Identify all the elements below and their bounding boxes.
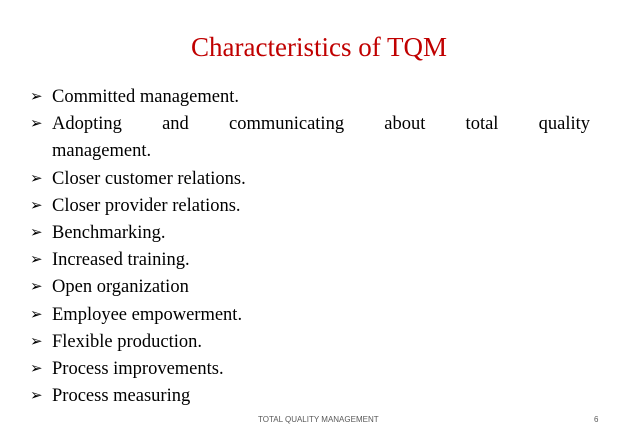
bullet-text: Benchmarking. [52,223,166,244]
bullet-text: Increased training. [52,250,190,271]
bullet-text: Process improvements. [52,359,224,380]
arrow-bullet-icon: ➢ [30,279,43,296]
bullet-item [30,302,590,329]
arrow-bullet-icon: ➢ [30,197,43,214]
bullet-text: Closer provider relations. [52,195,241,216]
bullet-item [30,111,590,165]
bullet-item [30,356,590,383]
arrow-bullet-icon: ➢ [30,333,43,350]
arrow-bullet-icon: ➢ [30,170,43,187]
bullet-item [30,84,590,111]
bullet-item [30,383,590,410]
bullet-item [30,274,590,301]
bullet-item [30,220,590,247]
bullet-item [30,247,590,274]
arrow-bullet-icon: ➢ [30,388,43,405]
arrow-bullet-icon: ➢ [30,225,43,242]
bullet-list [30,84,590,410]
arrow-bullet-icon: ➢ [30,89,43,105]
bullet-item [30,193,590,220]
arrow-bullet-icon: ➢ [30,306,43,323]
footer-text: TOTAL QUALITY MANAGEMENT [258,415,379,424]
slide-title: Characteristics of TQM [191,32,447,62]
bullet-text: Flexible production. [52,331,203,352]
bullet-text: Employee empowerment. [52,304,243,325]
bullet-text: Committed management. [52,87,240,107]
bullet-text [52,111,590,165]
arrow-bullet-icon: ➢ [30,116,43,133]
bullet-item [30,329,590,356]
slide-footer [0,413,638,427]
bullet-text: Open organization [52,277,189,298]
bullet-text: Closer customer relations. [52,168,246,189]
arrow-bullet-icon: ➢ [30,361,43,378]
arrow-bullet-icon: ➢ [30,252,43,269]
page-number: 6 [594,415,599,424]
bullet-text: Process measuring [52,386,191,407]
bullet-item [30,166,590,193]
bullet-text-line: Adopting and communicating about total quality [52,114,590,135]
bullet-text-line: management. [52,141,152,162]
